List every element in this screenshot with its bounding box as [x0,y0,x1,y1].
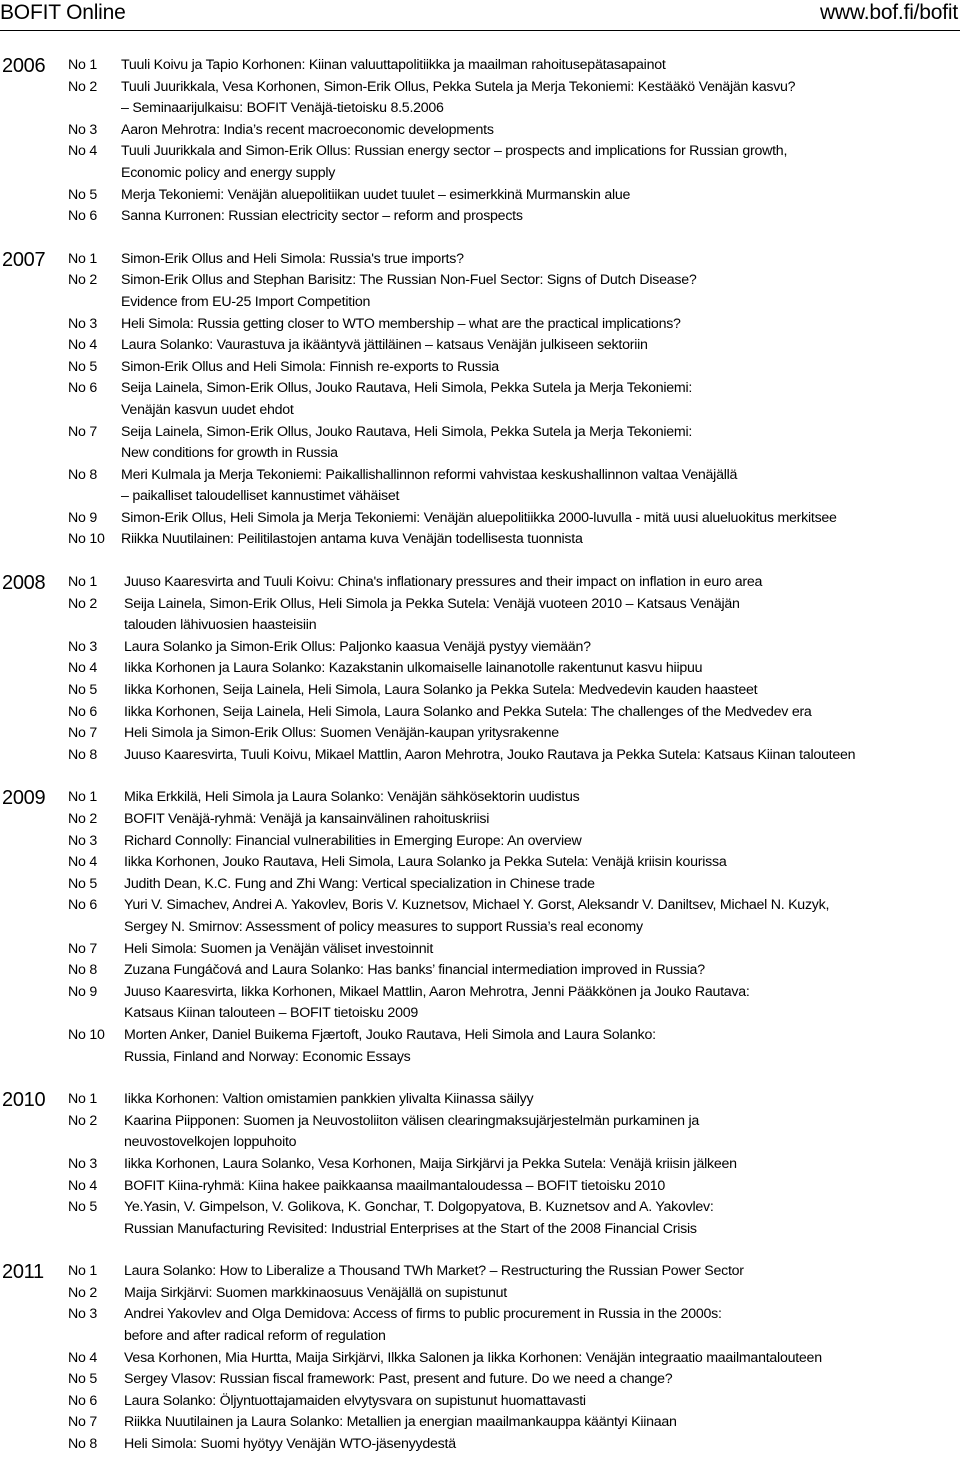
issue-title: Iikka Korhonen, Seija Lainela, Heli Simola, Laura Solanko ja Pekka Sutela: Medvedevin kauden haasteet [124,682,758,699]
year-section-2008 [0,572,960,766]
issue-title-continued: – paikalliset taloudelliset kannustimet vähäiset [121,488,400,505]
list-item [0,141,960,184]
list-item [0,357,960,379]
issue-title: Aaron Mehrotra: India’s recent macroeconomic developments [121,121,494,138]
issue-number: No 7 [68,725,97,742]
list-item [0,702,960,724]
list-item [0,572,960,594]
issue-number: No 1 [68,250,97,267]
issue-title: Kaarina Piipponen: Suomen ja Neuvostoliiton välisen clearingmaksujärjestelmän purkaminen ja [124,1112,700,1129]
list-item [0,206,960,228]
issue-title: Maija Sirkjärvi: Suomen markkinaosuus Venäjällä on supistunut [124,1284,507,1301]
issue-number: No 2 [68,272,97,289]
issue-title: Vesa Korhonen, Mia Hurtta, Maija Sirkjärvi, Ilkka Salonen ja Iikka Korhonen: Venäjän integraatio maailmantalouteen [124,1349,822,1366]
issue-number: No 10 [68,531,105,548]
issue-number: No 5 [68,1199,97,1216]
issue-title: Riikka Nuutilainen: Peilitilastojen antama kuva Venäjän todellisesta tuonnista [121,531,583,548]
issue-title: Laura Solanko: Öljyntuottajamaiden elvytysvara on supistunut huomattavasti [124,1392,586,1409]
issue-number: No 3 [68,638,97,655]
issue-title: Seija Lainela, Simon-Erik Ollus, Jouko Rautava, Heli Simola, Pekka Sutela ja Merja Tekoniemi: [121,423,693,440]
list-item [0,982,960,1025]
list-item [0,1176,960,1198]
year-section-2007 [0,249,960,551]
issue-title-continued: – Seminaarijulkaisu: BOFIT Venäjä-tietoisku 8.5.2006 [121,100,444,117]
issue-number: No 9 [68,509,97,526]
issue-title: BOFIT Kiina-ryhmä: Kiina hakee paikkaansa maailmantaloudessa – BOFIT tietoisku 2010 [124,1177,665,1194]
issue-title-continued: Russian Manufacturing Revisited: Industrial Enterprises at the Start of the 2008 Financial Crisis [124,1220,697,1237]
issue-number: No 8 [68,746,97,763]
issue-number: No 7 [68,423,97,440]
issue-number: No 6 [68,897,97,914]
issue-title: Simon-Erik Ollus and Heli Simola: Russia's true imports? [121,250,464,267]
issue-title: Heli Simola: Suomen ja Venäjän väliset investoinnit [124,940,434,957]
list-item [0,1025,960,1068]
list-item [0,895,960,938]
issue-number: No 4 [68,143,97,160]
year-section-2010 [0,1089,960,1240]
issue-number: No 3 [68,315,97,332]
issue-number: No 2 [68,1112,97,1129]
issue-title: Riikka Nuutilainen ja Laura Solanko: Metallien ja energian maailmankauppa kääntyi Kiinaan [124,1414,677,1431]
issue-title: Morten Anker, Daniel Buikema Fjærtoft, Jouko Rautava, Heli Simola and Laura Solanko: [124,1026,656,1043]
list-item [0,831,960,853]
issue-number: No 4 [68,1349,97,1366]
issue-title-continued: Evidence from EU-25 Import Competition [121,293,371,310]
issue-number: No 3 [68,1306,97,1323]
issue-title-continued: New conditions for growth in Russia [121,445,338,462]
list-item [0,787,960,809]
issue-number: No 1 [68,1091,97,1108]
issue-number: No 6 [68,208,97,225]
list-item [0,939,960,961]
list-item [0,1434,960,1456]
issue-number: No 1 [68,1263,97,1280]
list-item [0,1391,960,1413]
issue-title: Sergey Vlasov: Russian fiscal framework: Past, present and future. Do we need a change? [124,1371,673,1388]
list-item [0,594,960,637]
list-item [0,637,960,659]
issue-title: Iikka Korhonen ja Laura Solanko: Kazakstanin ulkomaiselle lainanotolle rakentunut kasvu hiipuu [124,660,703,677]
issue-number: No 8 [68,466,97,483]
issue-number: No 5 [68,358,97,375]
issue-title: Zuzana Fungáčová and Laura Solanko: Has banks’ financial intermediation improved in Russia? [124,962,705,979]
issue-title-continued: before and after radical reform of regulation [124,1328,386,1345]
issue-title: Meri Kulmala ja Merja Tekoniemi: Paikallishallinnon reformi vahvistaa keskushallinnon valtaa Venäjällä [121,466,738,483]
site-url: www.bof.fi/bofit [819,1,958,24]
year-section-2006 [0,55,960,228]
issue-title-continued: talouden lähivuosien haasteisiin [124,617,317,634]
list-item [0,1369,960,1391]
issue-number: No 2 [68,811,97,827]
year-label: 2009 [2,787,46,810]
issue-number: No 8 [68,1436,97,1453]
list-item [0,508,960,530]
issue-number: No 8 [68,962,97,979]
issue-number: No 6 [68,703,97,720]
list-item [0,249,960,271]
issue-title: Simon-Erik Ollus and Stephan Barisitz: The Russian Non-Fuel Sector: Signs of Dutch Disease? [121,272,697,289]
issue-title: Tuuli Juurikkala and Simon-Erik Ollus: Russian energy sector – prospects and implications for Russian growth, [121,143,788,160]
issue-number: No 5 [68,682,97,699]
list-item [0,1197,960,1240]
list-item [0,270,960,313]
issue-title: Yuri V. Simachev, Andrei A. Yakovlev, Boris V. Kuznetsov, Michael Y. Gorst, Aleksandr V. Daniltsev, Michael N. Kuzyk, [124,897,830,914]
issue-number: No 4 [68,337,97,354]
issue-title: Iikka Korhonen, Laura Solanko, Vesa Korhonen, Maija Sirkjärvi ja Pekka Sutela: Venäjä kriisin jälkeen [124,1155,737,1172]
issue-title: Simon-Erik Ollus, Heli Simola ja Merja Tekoniemi: Venäjän aluepolitiikka 2000-luvulla - mitä uusi alueluokitus merkitsee [121,509,837,526]
list-item [0,185,960,207]
issue-number: No 2 [68,78,97,95]
issue-title: Seija Lainela, Simon-Erik Ollus, Jouko Rautava, Heli Simola, Pekka Sutela ja Merja Tekoniemi: [121,380,693,397]
list-item [0,529,960,551]
list-item [0,77,960,120]
year-label: 2010 [2,1089,46,1112]
year-label: 2008 [2,572,46,595]
issue-title: Andrei Yakovlev and Olga Demidova: Access of firms to public procurement in Russia in the 2000s: [124,1306,722,1323]
issue-title: Juuso Kaaresvirta and Tuuli Koivu: China's inflationary pressures and their impact on inflation in euro area [124,574,763,591]
issue-number: No 5 [68,186,97,203]
issue-title: Heli Simola ja Simon-Erik Ollus: Suomen Venäjän-kaupan yritysrakenne [124,725,559,742]
list-item [0,422,960,465]
issue-number: No 2 [68,1284,97,1301]
issue-number: No 6 [68,1392,97,1409]
issue-title: Laura Solanko: How to Liberalize a Thousand TWh Market? – Restructuring the Russian Power Sector [124,1263,744,1280]
issue-number: No 10 [68,1026,105,1043]
issue-number: No 3 [68,832,97,849]
list-item [0,1304,960,1347]
issue-title: Seija Lainela, Simon-Erik Ollus, Heli Simola ja Pekka Sutela: Venäjä vuoteen 2010 – Katsaus Venäjän [124,595,740,612]
issue-number: No 1 [68,57,97,73]
list-item [0,658,960,680]
list-item [0,960,960,982]
issue-number: No 2 [68,595,97,612]
issue-title: Iikka Korhonen: Valtion omistamien pankkien ylivalta Kiinassa säilyy [124,1091,534,1108]
issue-title: Iikka Korhonen, Jouko Rautava, Heli Simola, Laura Solanko ja Pekka Sutela: Venäjä kriisin kourissa [124,854,727,871]
list-item [0,1348,960,1370]
issue-title: Judith Dean, K.C. Fung and Zhi Wang: Vertical specialization in Chinese trade [124,875,595,892]
list-item [0,852,960,874]
list-item [0,874,960,896]
list-item [0,745,960,767]
issue-title-continued: Katsaus Kiinan talouteen – BOFIT tietoisku 2009 [124,1005,418,1022]
issue-title: Juuso Kaaresvirta, Iikka Korhonen, Mikael Mattlin, Aaron Mehrotra, Jenni Pääkkönen ja Jouko Rautava: [124,983,750,1000]
issue-number: No 6 [68,380,97,397]
issue-title: Tuuli Koivu ja Tapio Korhonen: Kiinan valuuttapolitiikka ja maailman rahoitusepätasapainot [121,57,666,73]
issue-number: No 1 [68,574,97,591]
list-item [0,1283,960,1305]
list-item [0,680,960,702]
list-item [0,723,960,745]
issue-title: Sanna Kurronen: Russian electricity sector – reform and prospects [121,208,523,225]
issue-title: Simon-Erik Ollus and Heli Simola: Finnish re-exports to Russia [121,358,499,375]
issue-title-continued: Economic policy and energy supply [121,164,336,181]
issue-title: Ye.Yasin, V. Gimpelson, V. Golikova, K. Gonchar, T. Dolgopyatova, B. Kuznetsov and A. Yakovlev: [124,1199,714,1216]
list-item [0,55,960,77]
list-item [0,1261,960,1283]
issue-number: No 4 [68,854,97,871]
issue-title: Richard Connolly: Financial vulnerabilities in Emerging Europe: An overview [124,832,582,849]
issue-title: Merja Tekoniemi: Venäjän aluepolitiikan uudet tuulet – esimerkkinä Murmanskin alue [121,186,631,203]
year-label: 2011 [2,1261,44,1284]
site-title: BOFIT Online [0,1,126,24]
list-item [0,465,960,508]
issue-title: BOFIT Venäjä-ryhmä: Venäjä ja kansainvälinen rahoituskriisi [124,811,490,827]
list-item [0,809,960,831]
year-section-2011 [0,1261,960,1455]
publication-list [0,55,960,1477]
list-item [0,335,960,357]
year-label: 2007 [2,248,46,271]
list-item [0,378,960,421]
page-header [0,0,960,31]
issue-number: No 1 [68,789,97,806]
issue-title-continued: Russia, Finland and Norway: Economic Essays [124,1048,411,1065]
issue-title: Juuso Kaaresvirta, Tuuli Koivu, Mikael Mattlin, Aaron Mehrotra, Jouko Rautava ja Pekka Sutela: Katsaus Kiinan talouteen [124,746,856,763]
issue-title: Tuuli Juurikkala, Vesa Korhonen, Simon-Erik Ollus, Pekka Sutela ja Merja Tekoniemi: Kestääkö Venäjän kasvu? [121,78,796,95]
issue-number: No 4 [68,660,97,677]
year-label: 2006 [2,55,46,77]
issue-number: No 7 [68,940,97,957]
issue-title: Heli Simola: Russia getting closer to WTO membership – what are the practical implications? [121,315,681,332]
issue-number: No 7 [68,1414,97,1431]
issue-title-continued: Sergey N. Smirnov: Assessment of policy measures to support Russia’s real economy [124,918,643,935]
issue-title-continued: neuvostovelkojen loppuhoito [124,1134,297,1151]
issue-number: No 3 [68,1155,97,1172]
list-item [0,1089,960,1111]
issue-title: Iikka Korhonen, Seija Lainela, Heli Simola, Laura Solanko and Pekka Sutela: The challenges of the Medvedev era [124,703,812,720]
issue-number: No 4 [68,1177,97,1194]
issue-number: No 3 [68,121,97,138]
issue-title-continued: Venäjän kasvun uudet ehdot [121,401,294,418]
issue-number: No 9 [68,983,97,1000]
issue-title: Heli Simola: Suomi hyötyy Venäjän WTO-jäsenyydestä [124,1436,456,1453]
issue-title: Laura Solanko ja Simon-Erik Ollus: Paljonko kaasua Venäjä pystyy viemään? [124,638,591,655]
issue-number: No 5 [68,1371,97,1388]
issue-title: Mika Erkkilä, Heli Simola ja Laura Solanko: Venäjän sähkösektorin uudistus [124,789,580,806]
list-item [0,1111,960,1154]
list-item [0,314,960,336]
list-item [0,1154,960,1176]
issue-number: No 5 [68,875,97,892]
year-section-2009 [0,787,960,1068]
issue-title: Laura Solanko: Vaurastuva ja ikääntyvä jättiläinen – katsaus Venäjän julkiseen sektoriin [121,337,648,354]
list-item [0,120,960,142]
